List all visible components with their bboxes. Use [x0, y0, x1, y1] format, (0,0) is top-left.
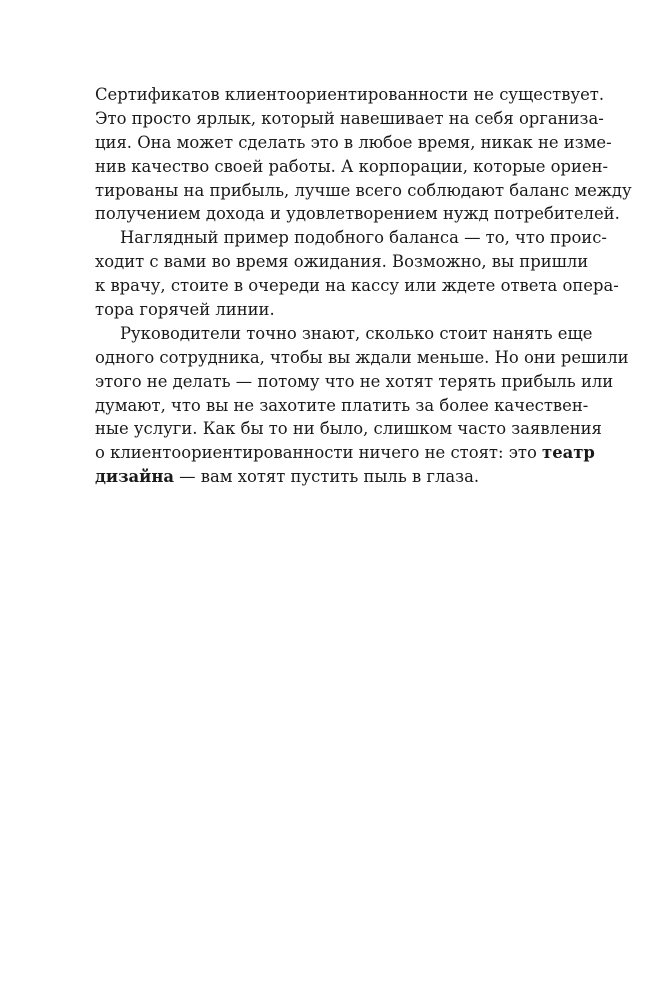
bold-term-part-2: дизайна	[95, 467, 174, 487]
paragraph-3-line-1: Руководители точно знают, сколько стоит нанять еще	[120, 323, 593, 343]
paragraph-1-line-6: получением дохода и удовлетворением нужд потребителей.	[95, 204, 620, 224]
paragraph-2-line-2: ходит с вами во время ожидания. Возможно, вы пришли	[95, 252, 589, 272]
paragraph-3-line-6	[95, 441, 595, 465]
paragraph-2-line-1: Наглядный пример подобного баланса — то, что проис-	[120, 228, 607, 248]
paragraph-3-line-5: ные услуги. Как бы то ни было, слишком часто заявления	[95, 419, 602, 439]
paragraph-3-line-3: этого не делать — потому что не хотят терять прибыль или	[95, 371, 614, 391]
paragraph-3-line-7-text: — вам хотят пустить пыль в глаза.	[173, 467, 480, 487]
paragraph-1-line-1: Сертификатов клиентоориентированности не существует.	[95, 85, 605, 104]
paragraph-3-line-6-text: о клиентоориентированности ничего не стоят: это	[95, 443, 543, 463]
paragraph-1-line-5: тированы на прибыль, лучше всего соблюдают баланс между	[95, 180, 632, 200]
paragraph-1-line-3: ция. Она может сделать это в любое время, никак не изме-	[95, 132, 612, 152]
paragraph-1-line-2: Это просто ярлык, который навешивает на себя организа-	[95, 108, 604, 128]
paragraph-3-line-4: думают, что вы не захотите платить за более качествен-	[95, 395, 589, 415]
bold-term-part-1: театр	[542, 443, 595, 463]
paragraph-3-line-7	[95, 465, 586, 489]
paragraph-2-line-4: тора горячей линии.	[95, 300, 275, 320]
body-text	[95, 83, 632, 489]
paragraph-2-line-3: к врачу, стоите в очереди на кассу или ждете ответа опера-	[95, 276, 619, 296]
paragraph-1-line-4: нив качество своей работы. А корпорации, которые ориен-	[95, 156, 609, 176]
paragraph-3-line-2: одного сотрудника, чтобы вы ждали меньше. Но они решили	[95, 347, 629, 367]
